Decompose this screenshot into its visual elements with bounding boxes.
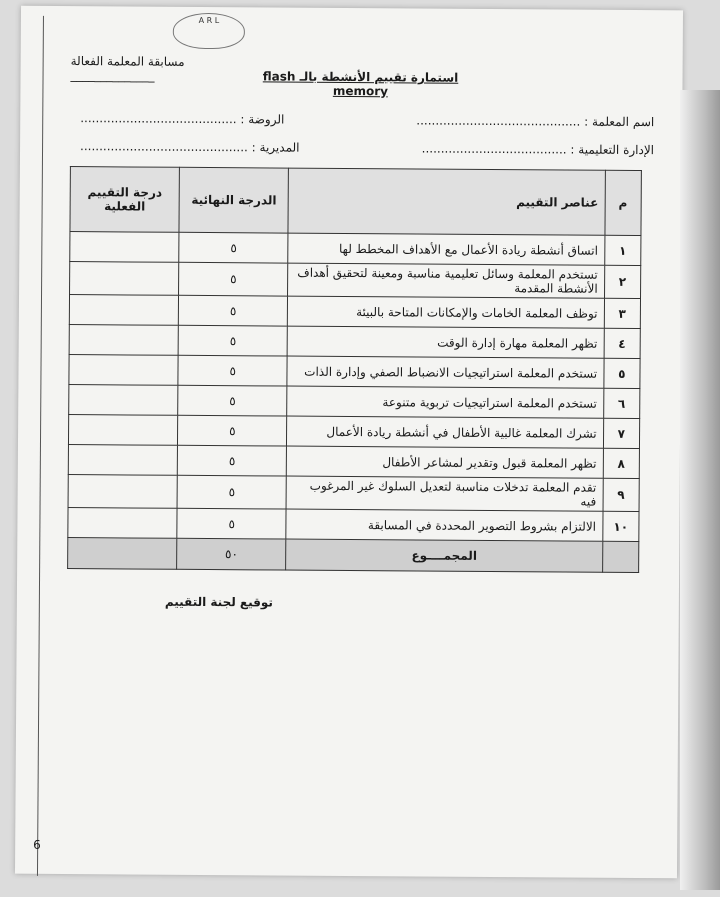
row-actual bbox=[70, 232, 179, 263]
row-actual bbox=[69, 385, 178, 416]
row-item: اتساق أنشطة ريادة الأعمال مع الأهداف المخطط لها bbox=[288, 233, 604, 265]
row-grade: ٥ bbox=[177, 475, 286, 509]
kindergarten-field: الروضة : ......................................... bbox=[80, 111, 285, 127]
row-item: تستخدم المعلمة استراتيجيات الانضباط الصفي وإدارة الذات bbox=[287, 356, 603, 388]
header-item: عناصر التقييم bbox=[288, 168, 605, 235]
row-grade: ٥ bbox=[179, 232, 288, 263]
row-grade: ٥ bbox=[178, 295, 287, 326]
table-row bbox=[68, 415, 639, 449]
row-grade: ٥ bbox=[177, 445, 286, 476]
row-num: ٣ bbox=[604, 298, 641, 328]
total-blank bbox=[602, 541, 639, 572]
row-actual bbox=[69, 355, 178, 386]
table-row bbox=[69, 385, 640, 419]
table-header-row bbox=[70, 167, 641, 236]
adjacent-page-shadow bbox=[680, 90, 720, 890]
row-actual bbox=[68, 445, 177, 476]
table-row bbox=[69, 325, 640, 359]
table-row bbox=[69, 295, 640, 329]
teacher-field: اسم المعلمة : ........................................... bbox=[416, 113, 655, 130]
logo bbox=[173, 13, 245, 50]
row-actual bbox=[68, 508, 177, 539]
row-actual bbox=[68, 415, 177, 446]
row-actual bbox=[68, 475, 177, 509]
logo-text: A R L bbox=[198, 15, 220, 26]
row-num: ١ bbox=[604, 235, 641, 265]
header-actual: درجة التقييم الفعلية bbox=[70, 167, 180, 233]
row-num: ٦ bbox=[603, 388, 640, 418]
table-row bbox=[69, 355, 640, 389]
document-page bbox=[15, 6, 683, 879]
form-title: استمارة تقييم الأنشطة بالـ flash memory bbox=[262, 69, 459, 99]
margin-line bbox=[37, 16, 44, 876]
row-num: ٥ bbox=[604, 358, 641, 388]
table-row bbox=[70, 262, 641, 299]
evaluation-table bbox=[67, 166, 642, 573]
signature-label: توقيع لجنة التقييم bbox=[164, 594, 273, 610]
row-grade: ٥ bbox=[177, 508, 286, 539]
row-actual bbox=[69, 325, 178, 356]
row-num: ١٠ bbox=[602, 511, 639, 541]
row-num: ٢ bbox=[604, 265, 641, 298]
header-num: م bbox=[605, 170, 642, 235]
row-grade: ٥ bbox=[178, 325, 287, 356]
row-grade: ٥ bbox=[178, 385, 287, 416]
table-row bbox=[68, 445, 639, 479]
row-item: تظهر المعلمة قبول وتقدير لمشاعر الأطفال bbox=[287, 446, 603, 478]
directorate-field: المديرية : ............................................ bbox=[80, 139, 300, 155]
table-row bbox=[68, 508, 639, 542]
row-item: تستخدم المعلمة وسائل تعليمية مناسبة ومعينة لتحقيق أهداف الأنشطة المقدمة bbox=[288, 263, 604, 298]
total-row bbox=[68, 538, 639, 573]
row-item: تستخدم المعلمة استراتيجيات تربوية متنوعة bbox=[287, 386, 603, 418]
total-actual bbox=[68, 538, 177, 570]
admin-field: الإدارة التعليمية : ...................................... bbox=[421, 141, 655, 158]
row-item: توظف المعلمة الخامات والإمكانات المتاحة بالبيئة bbox=[288, 296, 604, 328]
row-item: الالتزام بشروط التصوير المحددة في المسابقة bbox=[286, 509, 602, 541]
row-item: تشرك المعلمة غالبية الأطفال في أنشطة ريادة الأعمال bbox=[287, 416, 603, 448]
competition-name: مسابقة المعلمة الفعالة ______________ bbox=[70, 54, 185, 83]
row-num: ٩ bbox=[603, 478, 640, 511]
row-actual bbox=[69, 295, 178, 326]
row-item: تظهر المعلمة مهارة إدارة الوقت bbox=[287, 326, 603, 358]
table-row bbox=[70, 232, 641, 266]
total-label: المجمــــوع bbox=[286, 539, 602, 572]
page-number: 6 bbox=[33, 837, 41, 852]
total-grade: ٥٠ bbox=[177, 538, 286, 570]
row-actual bbox=[70, 262, 179, 296]
row-grade: ٥ bbox=[179, 262, 288, 296]
row-grade: ٥ bbox=[178, 355, 287, 386]
row-num: ٧ bbox=[603, 418, 640, 448]
table-row bbox=[68, 475, 639, 512]
header-final: الدرجة النهائية bbox=[179, 167, 289, 233]
row-num: ٤ bbox=[604, 328, 641, 358]
row-item: تقدم المعلمة تدخلات مناسبة لتعديل السلوك غير المرغوب فيه bbox=[286, 476, 602, 511]
row-grade: ٥ bbox=[178, 415, 287, 446]
row-num: ٨ bbox=[603, 448, 640, 478]
